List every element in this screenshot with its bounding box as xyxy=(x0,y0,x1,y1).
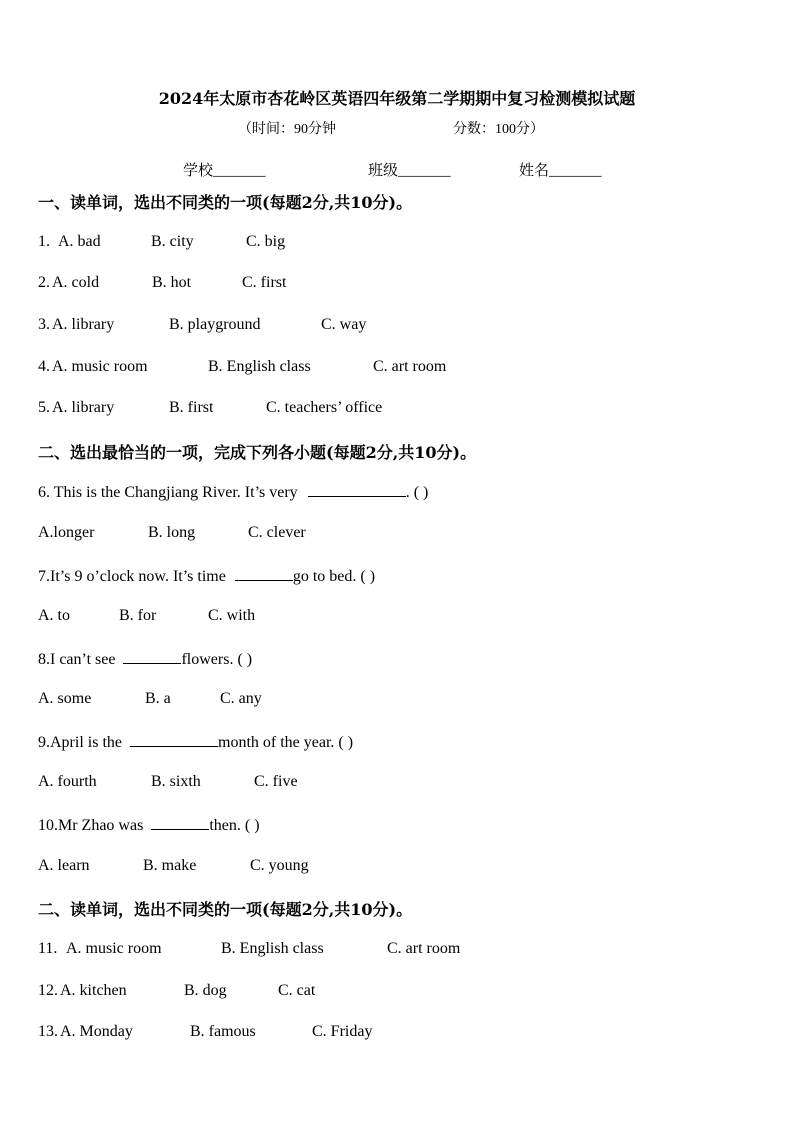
question-number: 13. xyxy=(38,1023,58,1040)
option-b[interactable]: B. English class xyxy=(221,940,324,957)
exam-time: （时间：90分钟 xyxy=(238,122,336,137)
option-b[interactable]: B. English class xyxy=(208,358,311,375)
answer-blank[interactable] xyxy=(130,732,218,747)
question-number: 4. xyxy=(38,358,50,375)
exam-score: 分数：100分） xyxy=(453,122,544,137)
question-stem: 9.April is the xyxy=(38,734,122,751)
exam-meta xyxy=(238,118,544,138)
page-title: 2024年太原市杏花岭区英语四年级第二学期期中复习检测模拟试题 xyxy=(158,89,636,108)
question-number: 12. xyxy=(38,982,58,999)
option-a[interactable]: A. kitchen xyxy=(60,982,127,999)
question-6 xyxy=(38,482,428,502)
question-8 xyxy=(38,649,252,669)
option-c[interactable]: C. art room xyxy=(373,358,447,375)
option-c[interactable]: C. teachers’ office xyxy=(266,399,383,416)
option-c[interactable]: C. five xyxy=(254,773,298,790)
answer-blank[interactable] xyxy=(151,815,209,830)
class-field[interactable]: 班级_______ xyxy=(368,163,451,179)
question-number: 5. xyxy=(38,399,50,416)
section-heading: 一、读单词，选出不同类的一项(每题2分,共10分)。 xyxy=(38,193,413,212)
option-b[interactable]: B. famous xyxy=(190,1023,256,1040)
question-number: 11. xyxy=(38,940,58,957)
question-10 xyxy=(38,815,260,835)
option-c[interactable]: C. young xyxy=(250,857,309,874)
option-a[interactable]: A. music room xyxy=(52,358,148,375)
option-a[interactable]: A. bad xyxy=(58,233,101,250)
question-number: 2. xyxy=(38,274,50,291)
question-stem-end: flowers. ( ) xyxy=(181,651,253,668)
question-number: 1. xyxy=(38,233,50,250)
name-field[interactable]: 姓名_______ xyxy=(519,163,602,179)
question-stem: 10.Mr Zhao was xyxy=(38,817,144,834)
section-heading: 二、选出最恰当的一项，完成下列各小题(每题2分,共10分)。 xyxy=(38,443,477,462)
option-a[interactable]: A. learn xyxy=(38,857,90,874)
option-c[interactable]: C. clever xyxy=(248,524,306,541)
option-c[interactable]: C. art room xyxy=(387,940,461,957)
option-b[interactable]: B. a xyxy=(145,690,171,707)
option-c[interactable]: C. cat xyxy=(278,982,316,999)
question-stem-end: month of the year. ( ) xyxy=(218,734,354,751)
option-a[interactable]: A. fourth xyxy=(38,773,97,790)
option-a[interactable]: A. library xyxy=(52,316,115,333)
question-9 xyxy=(38,732,353,752)
option-a[interactable]: A. some xyxy=(38,690,92,707)
option-b[interactable]: B. long xyxy=(148,524,196,541)
option-a[interactable]: A. library xyxy=(52,399,115,416)
option-a[interactable]: A. music room xyxy=(66,940,162,957)
option-b[interactable]: B. sixth xyxy=(151,773,201,790)
answer-blank[interactable] xyxy=(123,649,181,664)
option-a[interactable]: A. to xyxy=(38,607,70,624)
section-heading: 二、读单词，选出不同类的一项(每题2分,共10分)。 xyxy=(38,900,413,919)
answer-blank[interactable] xyxy=(235,566,293,581)
option-c[interactable]: C. with xyxy=(208,607,256,624)
option-b[interactable]: B. make xyxy=(143,857,197,874)
option-c[interactable]: C. way xyxy=(321,316,367,333)
question-stem: 7.It’s 9 o’clock now. It’s time xyxy=(38,568,226,585)
option-c[interactable]: C. first xyxy=(242,274,287,291)
option-b[interactable]: B. hot xyxy=(152,274,192,291)
option-a[interactable]: A. cold xyxy=(52,274,100,291)
question-number: 3. xyxy=(38,316,50,333)
option-c[interactable]: C. any xyxy=(220,690,262,707)
option-b[interactable]: B. dog xyxy=(184,982,227,999)
question-7 xyxy=(38,566,375,586)
question-stem-end: go to bed. ( ) xyxy=(292,568,376,585)
option-c[interactable]: C. Friday xyxy=(312,1023,373,1040)
option-c[interactable]: C. big xyxy=(246,233,286,250)
question-stem-end: . ( ) xyxy=(405,484,429,501)
question-stem: 6. This is the Changjiang River. It’s very xyxy=(38,484,298,501)
question-stem-end: then. ( ) xyxy=(209,817,260,834)
option-a[interactable]: A.longer xyxy=(38,524,95,541)
option-a[interactable]: A. Monday xyxy=(60,1023,133,1040)
school-field[interactable]: 学校_______ xyxy=(183,163,266,179)
option-b[interactable]: B. first xyxy=(169,399,214,416)
option-b[interactable]: B. city xyxy=(151,233,194,250)
option-b[interactable]: B. playground xyxy=(169,316,261,333)
option-b[interactable]: B. for xyxy=(119,607,157,624)
answer-blank[interactable] xyxy=(308,482,406,497)
question-stem: 8.I can’t see xyxy=(38,651,116,668)
